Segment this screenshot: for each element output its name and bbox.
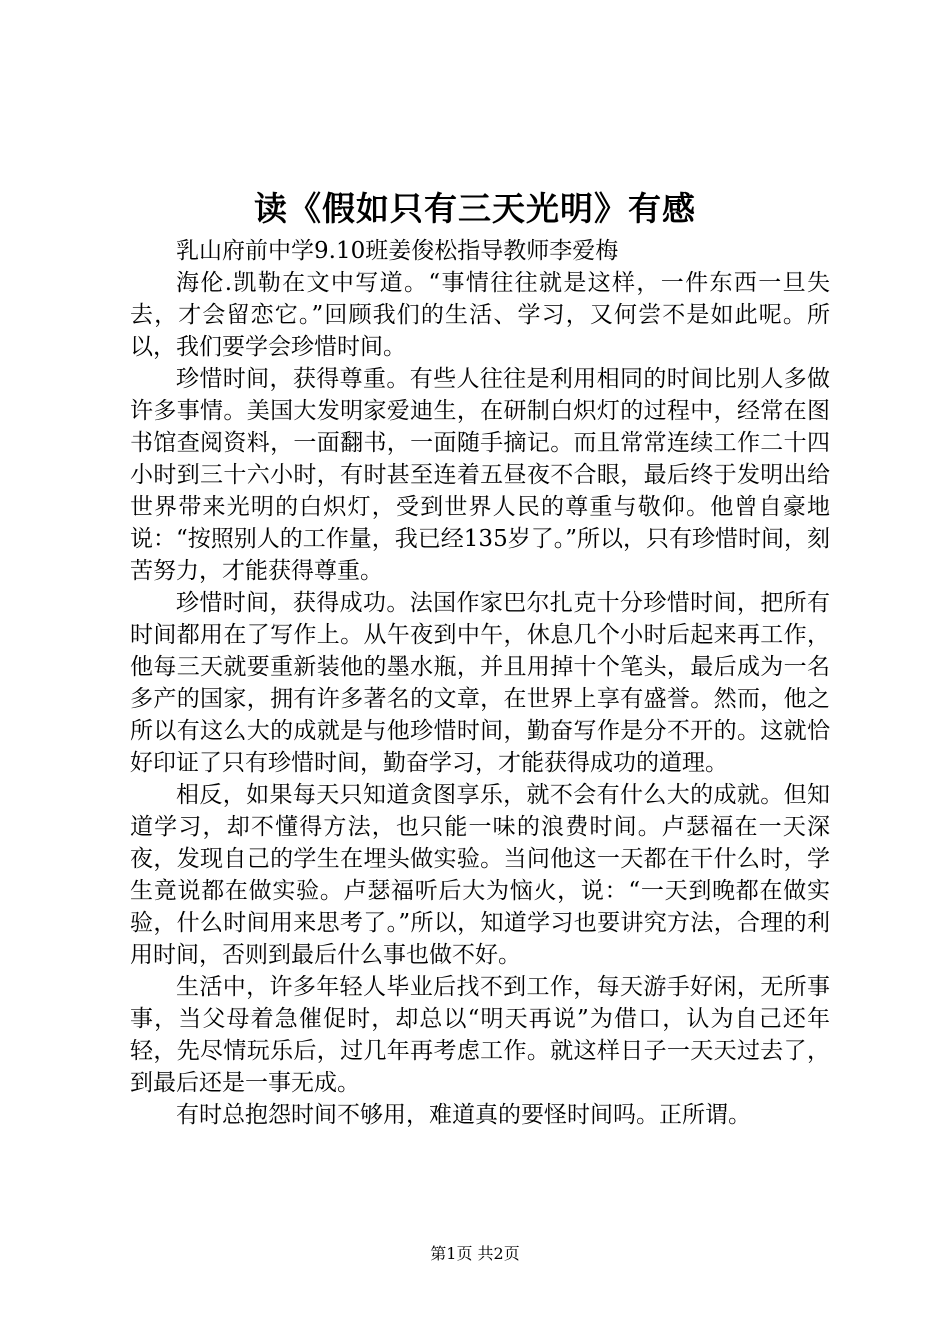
paragraph: 海伦.凯勒在文中写道。“事情往往就是这样，一件东西一旦失去，才会留恋它。”回顾我们的生活、学习，又何尝不是如此呢。所以，我们要学会珍惜时间。 bbox=[130, 270, 830, 360]
document-body bbox=[130, 235, 830, 1131]
paragraph: 珍惜时间，获得尊重。有些人往往是利用相同的时间比别人多做许多事情。美国大发明家爱迪生，在研制白炽灯的过程中，经常在图书馆查阅资料，一面翻书，一面随手摘记。而且常常连续工作二十四小时到三十六小时，有时甚至连着五昼夜不合眼，最后终于发明出给世界带来光明的白炽灯，受到世界人民的尊重与敬仰。他曾自豪地说：“按照别人的工作量，我已经135岁了。”所以，只有珍惜时间，刻苦努力，才能获得尊重。 bbox=[130, 366, 830, 584]
paragraph: 生活中，许多年轻人毕业后找不到工作，每天游手好闲，无所事事，当父母着急催促时，却总以“明天再说”为借口，认为自己还年轻，先尽情玩乐后，过几年再考虑工作。就这样日子一天天过去了，到最后还是一事无成。 bbox=[130, 974, 830, 1096]
page-footer: 第1页 共2页 bbox=[430, 1244, 520, 1263]
paragraph: 有时总抱怨时间不够用，难道真的要怪时间吗。正所谓。 bbox=[176, 1102, 751, 1128]
paragraph: 珍惜时间，获得成功。法国作家巴尔扎克十分珍惜时间，把所有时间都用在了写作上。从午夜到中午，休息几个小时后起来再工作，他每三天就要重新装他的墨水瓶，并且用掉十个笔头，最后成为一名多产的国家，拥有许多著名的文章，在世界上享有盛誉。然而，他之所以有这么大的成就是与他珍惜时间，勤奋写作是分不开的。这就恰好印证了只有珍惜时间，勤奋学习，才能获得成功的道理。 bbox=[130, 590, 830, 776]
document-title: 读《假如只有三天光明》有感 bbox=[254, 189, 696, 228]
byline: 乳山府前中学9.10班姜俊松指导教师李爱梅 bbox=[176, 238, 619, 264]
paragraph: 相反，如果每天只知道贪图享乐，就不会有什么大的成就。但知道学习，却不懂得方法，也只能一味的浪费时间。卢瑟福在一天深夜，发现自己的学生在埋头做实验。当问他这一天都在干什么时，学生竟说都在做实验。卢瑟福听后大为恼火，说：“一天到晚都在做实验，什么时间用来思考了。”所以，知道学习也要讲究方法，合理的利用时间，否则到最后什么事也做不好。 bbox=[130, 782, 830, 968]
